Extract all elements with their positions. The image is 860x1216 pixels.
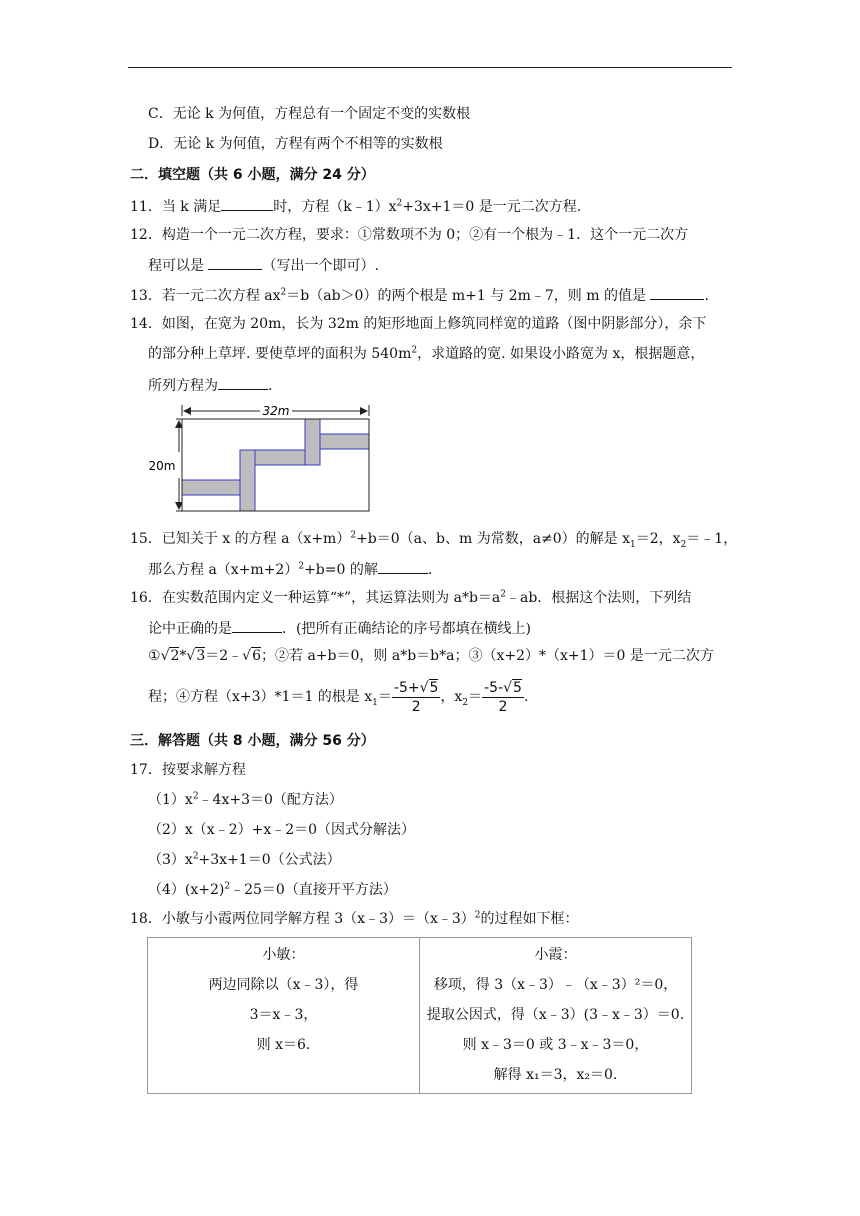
question-17-part3: $(3)x^2+3x+1=0$（公式法） [148, 851, 341, 868]
question-11: 11．当 k 满足 时，方程$(k﹣1)x^2+3x+1=0$ 是一元二次方程. [130, 195, 581, 217]
question-16: 16．在实数范围内定义一种运算“*”，其运算法则为 $a*b=a^2﹣ab$．根据这个法则，下列结 [130, 589, 692, 606]
solutions-table [147, 937, 692, 1094]
question-17-part4: $(4)(x+2)^2﹣25=0$（直接开平方法） [148, 881, 397, 898]
answer-blank[interactable] [650, 284, 704, 300]
xiaomin-solution [148, 938, 420, 1094]
section-fill-in: 二．填空题（共 6 小题，满分 24 分） [130, 167, 375, 183]
solution-line: 小霞： [534, 947, 577, 963]
question-15: 15．已知关于 x 的方程 $a(x+m)^2+b=0(a$、b、m 为常数，a≠0）的解是 $x_1=2$，$x_2=﹣1$， [130, 530, 738, 550]
question-13: 13．若一元二次方程 $ax^2=b(ab>0)$的两个根是 m+1 与 2m﹣7，则 m 的值是 . [130, 284, 709, 306]
question-16-line2: 论中正确的是 ．(把所有正确结论的序号都填在横线上) [148, 617, 531, 639]
fraction: $\frac{-5-√5}{2}$ [484, 679, 522, 715]
solution-line: 则 x﹣3＝0 或 3﹣x﹣3＝0， [462, 1037, 649, 1053]
question-12-line2: 程可以是 （写出一个即可）. [148, 254, 379, 276]
answer-blank[interactable] [221, 195, 273, 211]
question-14-line3: 所列方程为 . [148, 374, 272, 396]
answer-blank[interactable] [218, 374, 268, 390]
option-c: C．无论 k 为何值，方程总有一个固定不变的实数根 [148, 106, 471, 122]
question-16-line4: 程；④方程（x+3）*1＝1 的根是 $x_1=$ $\frac{-5+√5}{2}$ ，$x_2=$ $\frac{-5-√5}{2}$ . [148, 679, 529, 715]
question-12: 12．构造一个一元二次方程，要求：①常数项不为 0；②有一个根为﹣1．这个一元二次方 [130, 227, 689, 243]
length-label: 32m [262, 404, 290, 418]
question-17-part2: （2）x（x﹣2）+x﹣2＝0（因式分解法） [148, 822, 416, 838]
solution-line: 3＝x﹣3， [249, 1007, 318, 1023]
solution-line: 小敏： [262, 947, 305, 963]
question-17-part1: $(1)x^2﹣4x+3=0$（配方法） [148, 791, 343, 808]
question-14: 14．如图，在宽为 20m，长为 32m 的矩形地面上修筑同样宽的道路（图中阴影部分），余下 [130, 316, 707, 332]
solution-line: 则 x＝6. [256, 1037, 311, 1053]
header-rule [128, 67, 732, 68]
sqrt-symbol: √ [160, 648, 170, 664]
sqrt-symbol: √ [242, 648, 252, 664]
answer-blank[interactable] [232, 617, 282, 633]
question-17: 17．按要求解方程 [130, 762, 246, 778]
fraction: $\frac{-5+√5}{2}$ [393, 679, 439, 715]
answer-blank[interactable] [378, 558, 428, 574]
question-16-line3: ①√2*√3＝2﹣√6；②若 a+b＝0，则 a*b＝b*a；③（x+2）*（x+1）＝0 是一元二次方 [148, 648, 714, 664]
sqrt-symbol: √ [186, 648, 196, 664]
solution-line: 提取公因式，得（x﹣3）(3﹣x﹣3）＝0. [426, 1007, 685, 1023]
solution-line: 解得 x₁＝3，x₂＝0. [493, 1067, 618, 1083]
xiaoxia-solution [420, 938, 692, 1094]
width-label: 20m [148, 459, 176, 473]
solution-line: 移项，得 3（x﹣3）﹣（x﹣3）²＝0， [433, 977, 678, 993]
option-d: D．无论 k 为何值，方程有两个不相等的实数根 [148, 136, 443, 152]
section-solve: 三．解答题（共 8 小题，满分 56 分） [130, 733, 375, 749]
question-15-line2: 那么方程 $a(x+m+2)^2+b=0$ 的解 . [148, 558, 432, 580]
answer-blank[interactable] [208, 254, 262, 270]
solution-line: 两边同除以（x﹣3），得 [208, 977, 359, 993]
question-14-line2: 的部分种上草坪. 要使草坪的面积为 $540m^2$，求道路的宽. 如果设小路宽为 x，根据题意， [148, 345, 705, 362]
question-18: 18．小敏与小霞两位同学解方程 3（x﹣3）＝（x﹣3）$^2$的过程如下框： [130, 910, 579, 927]
road-figure [142, 402, 377, 517]
